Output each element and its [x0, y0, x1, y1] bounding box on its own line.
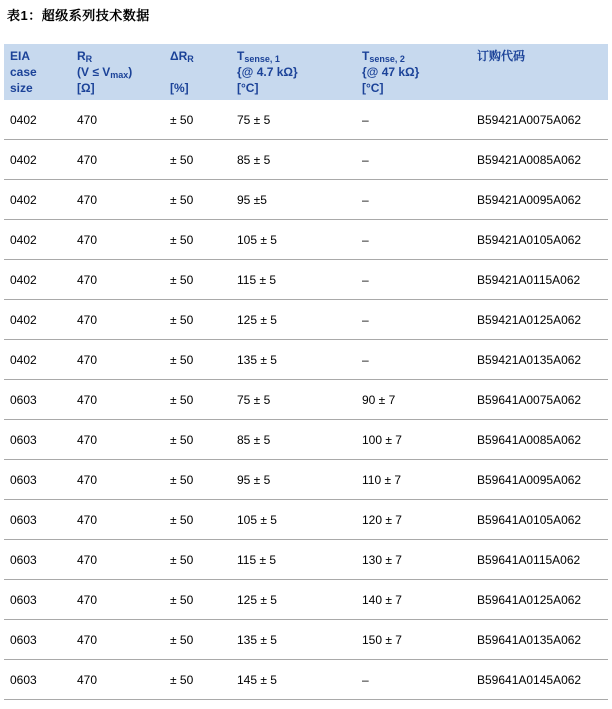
cell-eia-case-size: 0603 [10, 552, 37, 567]
cell-delta-r: ± 50 [170, 112, 194, 127]
cell-rated-resistance: 470 [77, 112, 98, 127]
cell-eia-case-size: 0603 [10, 472, 37, 487]
cell-tsense-1: 135 ± 5 [237, 352, 277, 367]
table-row [4, 460, 608, 500]
cell-rated-resistance: 470 [77, 312, 98, 327]
cell-tsense-2: 150 ± 7 [362, 632, 402, 647]
cell-tsense-1: 105 ± 5 [237, 512, 277, 527]
table-row [4, 340, 608, 380]
header-eia-case-size: EIA case size [10, 49, 37, 95]
cell-rated-resistance: 470 [77, 392, 98, 407]
table-row [4, 100, 608, 140]
cell-ordering-code: B59641A0105A062 [477, 512, 582, 527]
cell-tsense-2: – [362, 152, 369, 167]
cell-ordering-code: B59421A0085A062 [477, 152, 582, 167]
cell-rated-resistance: 470 [77, 632, 98, 647]
cell-tsense-1: 125 ± 5 [237, 592, 277, 607]
cell-rated-resistance: 470 [77, 352, 98, 367]
cell-tsense-2: – [362, 312, 369, 327]
cell-eia-case-size: 0603 [10, 432, 37, 447]
cell-ordering-code: B59421A0095A062 [477, 192, 582, 207]
cell-rated-resistance: 470 [77, 512, 98, 527]
cell-tsense-1: 75 ± 5 [237, 392, 271, 407]
cell-tsense-2: 140 ± 7 [362, 592, 402, 607]
header-rated-resistance: $R_R$ $(V \le V_{max})$ [Ω] [77, 49, 133, 95]
cell-eia-case-size: 0603 [10, 392, 37, 407]
technical-data-table [4, 44, 608, 700]
cell-tsense-1: 75 ± 5 [237, 112, 271, 127]
cell-eia-case-size: 0603 [10, 672, 37, 687]
table-row [4, 580, 608, 620]
cell-tsense-2: 90 ± 7 [362, 392, 396, 407]
cell-eia-case-size: 0402 [10, 192, 37, 207]
table-row [4, 620, 608, 660]
cell-delta-r: ± 50 [170, 592, 194, 607]
cell-rated-resistance: 470 [77, 592, 98, 607]
table-body [4, 100, 608, 700]
cell-tsense-2: – [362, 112, 369, 127]
cell-rated-resistance: 470 [77, 552, 98, 567]
cell-tsense-2: – [362, 192, 369, 207]
cell-ordering-code: B59641A0135A062 [477, 632, 582, 647]
cell-tsense-1: 95 ± 5 [237, 472, 271, 487]
table-title: 表1：超级系列技术数据 [7, 8, 150, 23]
table-row [4, 260, 608, 300]
header-tsense-2: $T_{sense, 2}$ {@ 47 kΩ} [°C] [362, 49, 420, 95]
cell-tsense-1: 115 ± 5 [237, 272, 277, 287]
cell-tsense-1: 95 ±5 [237, 192, 267, 207]
table-row [4, 660, 608, 700]
cell-delta-r: ± 50 [170, 352, 194, 367]
cell-tsense-1: 115 ± 5 [237, 552, 277, 567]
table-row [4, 300, 608, 340]
header-delta-r: $\Delta R_R$ [%] [170, 49, 194, 95]
cell-ordering-code: B59421A0115A062 [477, 272, 581, 287]
cell-tsense-1: 135 ± 5 [237, 632, 277, 647]
cell-eia-case-size: 0402 [10, 272, 37, 287]
cell-delta-r: ± 50 [170, 272, 194, 287]
header-tsense-1: $T_{sense, 1}$ {@ 4.7 kΩ} [°C] [237, 49, 298, 95]
cell-delta-r: ± 50 [170, 192, 194, 207]
cell-eia-case-size: 0402 [10, 312, 37, 327]
table-row [4, 540, 608, 580]
cell-delta-r: ± 50 [170, 152, 194, 167]
cell-delta-r: ± 50 [170, 472, 194, 487]
cell-delta-r: ± 50 [170, 312, 194, 327]
cell-rated-resistance: 470 [77, 472, 98, 487]
cell-eia-case-size: 0603 [10, 512, 37, 527]
cell-rated-resistance: 470 [77, 272, 98, 287]
cell-ordering-code: B59641A0115A062 [477, 552, 581, 567]
cell-ordering-code: B59421A0105A062 [477, 232, 582, 247]
cell-ordering-code: B59641A0085A062 [477, 432, 582, 447]
cell-tsense-1: 125 ± 5 [237, 312, 277, 327]
cell-tsense-2: 110 ± 7 [362, 472, 402, 487]
table-row [4, 380, 608, 420]
table-row [4, 420, 608, 460]
cell-ordering-code: B59641A0125A062 [477, 592, 582, 607]
cell-tsense-2: 120 ± 7 [362, 512, 402, 527]
cell-ordering-code: B59421A0075A062 [477, 112, 582, 127]
cell-tsense-2: – [362, 272, 369, 287]
cell-delta-r: ± 50 [170, 552, 194, 567]
cell-rated-resistance: 470 [77, 672, 98, 687]
cell-tsense-2: 130 ± 7 [362, 552, 402, 567]
cell-ordering-code: B59421A0135A062 [477, 352, 582, 367]
cell-rated-resistance: 470 [77, 192, 98, 207]
cell-ordering-code: B59641A0075A062 [477, 392, 582, 407]
table-row [4, 220, 608, 260]
cell-ordering-code: B59641A0095A062 [477, 472, 582, 487]
cell-rated-resistance: 470 [77, 432, 98, 447]
cell-eia-case-size: 0603 [10, 592, 37, 607]
cell-tsense-2: 100 ± 7 [362, 432, 402, 447]
table-row [4, 140, 608, 180]
table-header-row [4, 44, 608, 100]
cell-delta-r: ± 50 [170, 512, 194, 527]
cell-eia-case-size: 0402 [10, 112, 37, 127]
cell-eia-case-size: 0402 [10, 352, 37, 367]
cell-eia-case-size: 0402 [10, 232, 37, 247]
cell-delta-r: ± 50 [170, 432, 194, 447]
cell-rated-resistance: 470 [77, 232, 98, 247]
table-row [4, 180, 608, 220]
cell-tsense-1: 85 ± 5 [237, 152, 271, 167]
header-ordering-code: 订购代码 [477, 49, 526, 63]
cell-tsense-2: – [362, 672, 369, 687]
table-row [4, 500, 608, 540]
cell-rated-resistance: 470 [77, 152, 98, 167]
cell-delta-r: ± 50 [170, 392, 194, 407]
cell-ordering-code: B59421A0125A062 [477, 312, 582, 327]
cell-tsense-1: 105 ± 5 [237, 232, 277, 247]
cell-tsense-2: – [362, 232, 369, 247]
cell-tsense-1: 85 ± 5 [237, 432, 271, 447]
cell-ordering-code: B59641A0145A062 [477, 672, 582, 687]
cell-eia-case-size: 0402 [10, 152, 37, 167]
cell-tsense-1: 145 ± 5 [237, 672, 277, 687]
cell-delta-r: ± 50 [170, 632, 194, 647]
cell-tsense-2: – [362, 352, 369, 367]
cell-delta-r: ± 50 [170, 232, 194, 247]
cell-delta-r: ± 50 [170, 672, 194, 687]
cell-eia-case-size: 0603 [10, 632, 37, 647]
